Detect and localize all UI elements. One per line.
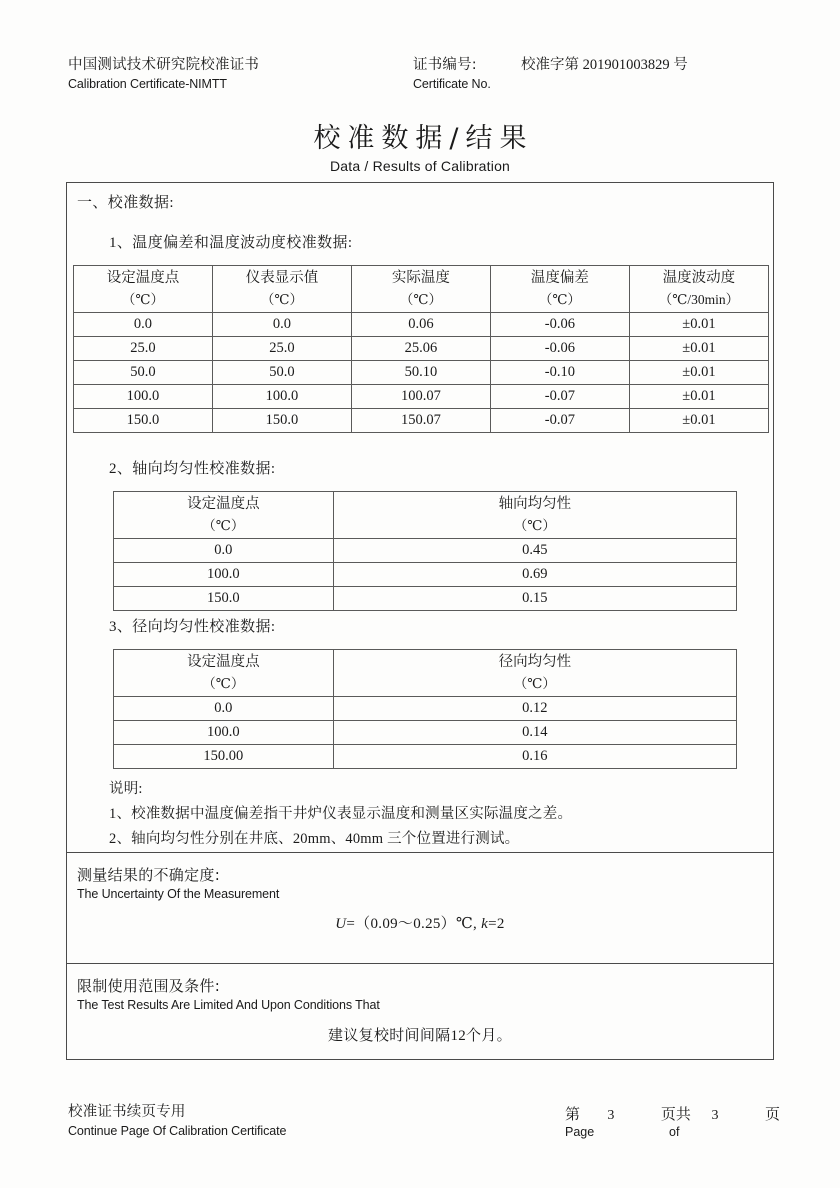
temperature-deviation-table — [73, 265, 769, 433]
footer-note-en: Continue Page Of Calibration Certificate — [68, 1124, 287, 1138]
table-cell: -0.06 — [490, 337, 629, 361]
page-title-en: Data / Results of Calibration — [329, 158, 511, 174]
table-cell: 25.0 — [212, 337, 351, 361]
certificate-number-label — [413, 56, 521, 93]
organization-name-cn: 中国测试技术研究院校准证书 — [68, 57, 260, 73]
uncertainty-symbol-k: k — [481, 916, 489, 932]
table-header-row — [114, 650, 737, 697]
table-cell: -0.07 — [490, 409, 629, 433]
radial-uniformity-table — [113, 649, 737, 769]
table-cell: 50.0 — [74, 361, 213, 385]
header-unit: （℃） — [202, 518, 245, 533]
footer-note-cn: 校准证书续页专用 — [68, 1104, 186, 1120]
table-cell: -0.10 — [490, 361, 629, 385]
header-name: 设定温度点 — [106, 270, 180, 286]
table-header-cell — [629, 266, 768, 313]
subsection-heading-2: 2、轴向均匀性校准数据: — [109, 461, 276, 477]
table-header-cell — [114, 650, 334, 697]
certificate-number-value: 校准字第 201901003829 号 — [521, 57, 688, 73]
table-row — [74, 337, 769, 361]
header-name: 设定温度点 — [187, 654, 260, 670]
table-cell: 150.0 — [114, 587, 334, 611]
table-cell: 0.0 — [74, 313, 213, 337]
page-label-cn: 第 — [565, 1105, 581, 1123]
header-unit: （℃/30min） — [658, 292, 740, 307]
uncertainty-label-cn: 测量结果的不确定度: — [77, 866, 221, 884]
table-row — [114, 563, 737, 587]
axial-uniformity-table — [113, 491, 737, 611]
issuing-organization — [68, 56, 413, 93]
recalibration-interval-text: 建议复校时间间隔12个月。 — [328, 1028, 512, 1044]
table-cell: 0.16 — [333, 745, 736, 769]
note-item: 1、校准数据中温度偏差指干井炉仪表显示温度和测量区实际温度之差。 — [109, 806, 573, 822]
header-unit: （℃） — [399, 292, 442, 307]
header-unit: （℃） — [538, 292, 581, 307]
page-indicator-cn-row — [565, 1103, 780, 1124]
table-cell: 150.0 — [74, 409, 213, 433]
header-unit: （℃） — [202, 676, 245, 691]
table-cell: 0.69 — [333, 563, 736, 587]
table-cell: ±0.01 — [629, 361, 768, 385]
section-divider-uncertainty — [67, 852, 773, 853]
certificate-number-label-en: Certificate No. — [413, 77, 491, 91]
page-label-en: Page — [565, 1125, 595, 1139]
table-row — [114, 697, 737, 721]
total-page-number: 3 — [711, 1108, 719, 1123]
table-row — [114, 587, 737, 611]
table-header-cell — [490, 266, 629, 313]
header-name: 温度偏差 — [530, 270, 589, 286]
table-row — [74, 313, 769, 337]
table-row — [114, 539, 737, 563]
table-cell: 0.45 — [333, 539, 736, 563]
subsection-heading-1: 1、温度偏差和温度波动度校准数据: — [109, 235, 353, 251]
limits-label-en: The Test Results Are Limited And Upon Conditions That — [77, 998, 380, 1012]
table-header-cell — [351, 266, 490, 313]
content-frame — [66, 182, 774, 1060]
of-label-cn: 页共 — [660, 1105, 691, 1123]
table-cell: 50.0 — [212, 361, 351, 385]
section-divider-limits — [67, 963, 773, 964]
current-page-number: 3 — [607, 1108, 615, 1123]
table-cell: 0.15 — [333, 587, 736, 611]
table-cell: ±0.01 — [629, 385, 768, 409]
uncertainty-formula — [67, 912, 773, 933]
notes-title: 说明: — [109, 781, 143, 797]
of-label-en: of — [669, 1125, 680, 1139]
table-row — [74, 385, 769, 409]
limits-label-block — [77, 976, 380, 1014]
table-cell: 0.0 — [114, 539, 334, 563]
table-cell: 50.10 — [351, 361, 490, 385]
header-unit: （℃） — [513, 676, 556, 691]
table-row — [114, 745, 737, 769]
table-cell: 0.0 — [114, 697, 334, 721]
header-name: 径向均匀性 — [498, 654, 572, 670]
uncertainty-k-value: =2 — [488, 916, 505, 932]
limits-label-cn: 限制使用范围及条件: — [77, 977, 221, 995]
header-unit: （℃） — [121, 292, 165, 307]
header-unit: （℃） — [513, 518, 556, 533]
table-cell: 0.0 — [212, 313, 351, 337]
table-cell: 150.0 — [212, 409, 351, 433]
table-cell: -0.07 — [490, 385, 629, 409]
certificate-number-block — [413, 56, 688, 93]
uncertainty-label-en: The Uncertainty Of the Measurement — [77, 887, 280, 901]
table-cell: 25.0 — [74, 337, 213, 361]
page-title-cn: 校准数据/结果 — [313, 123, 534, 154]
page-unit-cn: 页 — [764, 1105, 780, 1123]
table-cell: ±0.01 — [629, 409, 768, 433]
table-cell: 0.06 — [351, 313, 490, 337]
table-row — [74, 409, 769, 433]
document-header — [68, 56, 772, 93]
subsection-heading-3: 3、径向均匀性校准数据: — [109, 619, 276, 635]
table-row — [114, 721, 737, 745]
table-header-cell — [212, 266, 351, 313]
table-cell: ±0.01 — [629, 313, 768, 337]
header-name: 温度波动度 — [662, 270, 736, 286]
table-header-row — [74, 266, 769, 313]
spacer — [611, 1124, 669, 1141]
table-cell: 100.0 — [114, 563, 334, 587]
header-unit: （℃） — [260, 292, 303, 307]
table-cell: 100.0 — [114, 721, 334, 745]
uncertainty-formula-body: =（0.09～0.25）℃, — [346, 916, 482, 932]
table-header-cell — [333, 492, 736, 539]
certificate-number-label-cn: 证书编号: — [413, 57, 477, 73]
table-cell: 25.06 — [351, 337, 490, 361]
organization-name-en: Calibration Certificate-NIMTT — [68, 77, 227, 91]
header-name: 仪表显示值 — [245, 270, 319, 286]
table-header-cell — [114, 492, 334, 539]
page-indicator — [565, 1103, 780, 1141]
header-name: 轴向均匀性 — [498, 496, 572, 512]
table-cell: 0.12 — [333, 697, 736, 721]
page-indicator-en-row — [565, 1124, 780, 1141]
table-cell: -0.06 — [490, 313, 629, 337]
table-cell: 150.07 — [351, 409, 490, 433]
table-header-row — [114, 492, 737, 539]
note-item: 2、轴向均匀性分别在井底、20mm、40mm 三个位置进行测试。 — [109, 831, 520, 847]
header-name: 设定温度点 — [187, 496, 260, 512]
table-row — [74, 361, 769, 385]
table-header-cell — [333, 650, 736, 697]
section-heading-calibration-data: 一、校准数据: — [77, 195, 174, 211]
uncertainty-symbol-U: U — [335, 916, 347, 932]
uncertainty-label-block — [77, 865, 279, 903]
notes-block — [109, 777, 572, 852]
table-cell: 100.0 — [74, 385, 213, 409]
table-cell: 100.07 — [351, 385, 490, 409]
header-name: 实际温度 — [391, 270, 450, 286]
footer-continuation-note — [68, 1103, 286, 1140]
table-cell: 150.00 — [114, 745, 334, 769]
table-cell: 100.0 — [212, 385, 351, 409]
table-cell: 0.14 — [333, 721, 736, 745]
table-cell: ±0.01 — [629, 337, 768, 361]
table-header-cell — [74, 266, 213, 313]
